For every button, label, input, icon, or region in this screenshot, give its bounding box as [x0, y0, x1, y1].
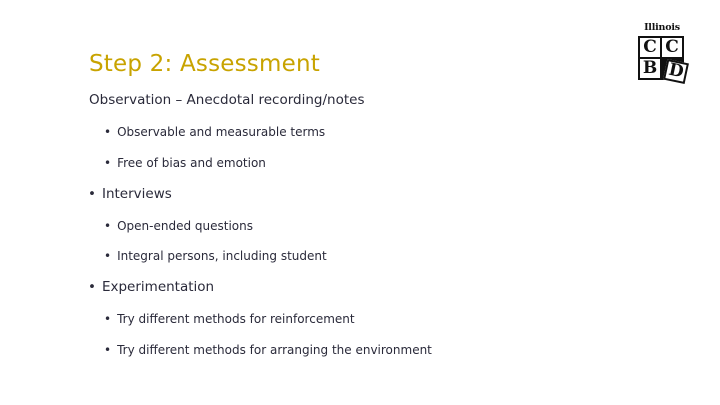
- bullet-text: Free of bias and emotion: [117, 156, 266, 170]
- bullet-dot: •: [88, 279, 96, 295]
- bullet-observable-measurable: [104, 125, 325, 139]
- bullet-dot: •: [104, 125, 112, 139]
- bullet-dot: •: [104, 219, 112, 233]
- logo-letter: B: [640, 59, 660, 78]
- bullet-text: Observable and measurable terms: [117, 125, 326, 139]
- bullet-text: Interviews: [101, 186, 172, 202]
- logo-letter: C: [662, 38, 682, 57]
- bullet-interviews: [88, 186, 172, 202]
- bullet-text: Integral persons, including student: [117, 249, 327, 263]
- logo-wordmark: Illinois: [644, 22, 680, 33]
- bullet-free-of-bias: [104, 156, 266, 170]
- logo-letter-grid: [638, 36, 686, 83]
- slide-title: Step 2: Assessment: [89, 51, 320, 77]
- bullet-dot: •: [104, 249, 112, 263]
- illinois-ccbd-logo: [636, 22, 688, 84]
- bullet-text: Experimentation: [101, 279, 215, 295]
- bullet-dot: •: [104, 343, 112, 357]
- bullet-open-ended: [104, 219, 253, 233]
- bullet-integral-persons: [104, 249, 327, 263]
- bullet-reinforcement: [104, 312, 355, 326]
- bullet-environment: [104, 343, 432, 357]
- bullet-dot: •: [104, 156, 112, 170]
- bullet-text: Open-ended questions: [117, 219, 253, 233]
- logo-letter: D: [663, 59, 689, 84]
- logo-letter: C: [640, 38, 660, 57]
- bullet-dot: •: [104, 312, 112, 326]
- bullet-experimentation: [88, 279, 214, 295]
- observation-heading: Observation – Anecdotal recording/notes: [89, 92, 365, 108]
- bullet-text: Try different methods for arranging the environment: [117, 343, 432, 357]
- bullet-dot: •: [88, 186, 96, 202]
- bullet-text: Try different methods for reinforcement: [117, 312, 355, 326]
